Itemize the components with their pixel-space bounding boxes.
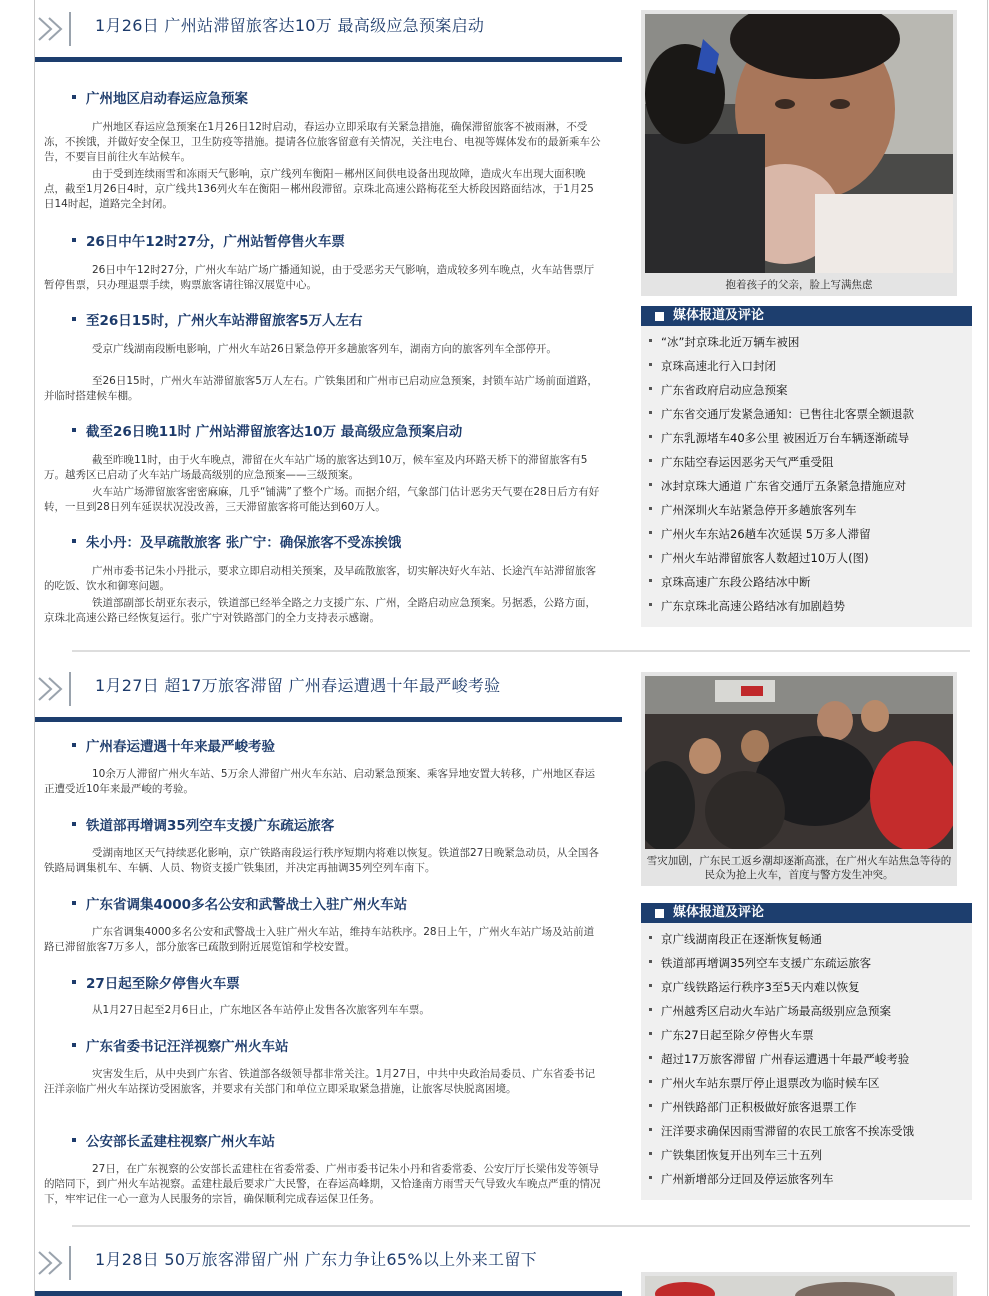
media-link[interactable]: 广东27日起至除夕停售火车票 — [649, 1023, 972, 1047]
media-link[interactable]: 京珠高速北行入口封闭 — [649, 354, 972, 378]
media-link[interactable]: 广州新增部分迂回及停运旅客列车 — [649, 1167, 972, 1191]
photo-caption: 雪灾加剧，广东民工返乡潮却逐渐高涨，在广州火车站焦急等待的民众为抢上火车，首度与警方发生冲突。 — [646, 855, 952, 881]
sub-heading[interactable]: 广东省调集4000多名公安和武警战士入驻广州火车站 — [72, 893, 407, 913]
sub-heading[interactable]: 公安部长孟建柱视察广州火车站 — [72, 1130, 275, 1150]
bullet-icon — [649, 1080, 652, 1083]
bullet-icon — [72, 822, 76, 826]
photo-caption: 抱着孩子的父亲，脸上写满焦虑 — [725, 279, 873, 291]
day-header — [35, 1234, 622, 1296]
photo-image — [645, 676, 953, 849]
bullet-icon — [649, 1032, 652, 1035]
bullet-icon — [649, 531, 652, 534]
bullet-icon — [649, 579, 652, 582]
arrow-icon — [37, 670, 73, 708]
sub-heading[interactable]: 铁道部再增调35列空车支援广东疏运旅客 — [72, 814, 334, 834]
sub-heading[interactable]: 27日起至除夕停售火车票 — [72, 972, 240, 992]
bullet-icon — [72, 95, 76, 99]
day-title[interactable]: 1月27日 超17万旅客滞留 广州春运遭遇十年最严峻考验 — [95, 676, 501, 695]
article-paragraph: 广州地区春运应急预案在1月26日12时启动，春运办立即采取有关紧急措施，确保滞留旅客不被雨淋，不受冻，不挨饿，并做好安全保卫，卫生防疫等措施。提请各位旅客留意有关情况，关注电台、电视等媒体发布的最新乘车公告，不要盲目前往火车站候车。 — [44, 121, 601, 163]
media-link[interactable]: 广铁集团恢复开出列车三十五列 — [649, 1143, 972, 1167]
bullet-icon — [649, 387, 652, 390]
media-link[interactable]: 京广线铁路运行秩序3至5天内难以恢复 — [649, 975, 972, 999]
bullet-icon — [72, 1043, 76, 1047]
media-coverage-box — [641, 306, 972, 627]
media-coverage-box — [641, 903, 972, 1200]
media-link[interactable]: 汪洋要求确保因雨雪滞留的农民工旅客不挨冻受饿 — [649, 1119, 972, 1143]
bullet-icon — [649, 339, 652, 342]
sub-heading[interactable]: 广东省委书记汪洋视察广州火车站 — [72, 1035, 289, 1055]
bullet-icon — [72, 980, 76, 984]
media-link[interactable]: 广东省交通厅发紧急通知：已售往北客票全额退款 — [649, 402, 972, 426]
section-divider — [72, 650, 970, 652]
media-link[interactable]: 京广线湖南段正在逐渐恢复畅通 — [649, 927, 972, 951]
bullet-icon — [649, 435, 652, 438]
sub-heading[interactable]: 26日中午12时27分，广州站暂停售火车票 — [72, 230, 345, 250]
arrow-icon — [37, 1244, 73, 1282]
bullet-icon — [72, 428, 76, 432]
header-bar — [35, 57, 622, 62]
article-paragraph: 27日，在广东视察的公安部长孟建柱在省委常委、广州市委书记朱小丹和省委常委、公安厅厅长梁伟发等领导的陪同下，到广州火车站视察。孟建柱最后要求广大民警，在春运高峰期，又恰逢南方雨雪天气导致火车晚点严重的情况下，牢牢记住一心一意为人民服务的宗旨，确保顺利完成春运保卫任务。 — [44, 1163, 601, 1205]
bullet-icon — [649, 936, 652, 939]
article-paragraph: 受湖南地区天气持续恶化影响，京广铁路南段运行秩序短期内将难以恢复。铁道部27日晚紧急动员，从全国各铁路局调集机车、车辆、人员、物资支援广铁集团，并决定再抽调35列空列车南下。 — [44, 847, 599, 874]
media-link-list — [641, 923, 972, 1191]
article-paragraph: 广州市委书记朱小丹批示，要求立即启动相关预案，及早疏散旅客，切实解决好火车站、长途汽车站滞留旅客的吃饭、饮水和御寒问题。 — [44, 565, 596, 592]
media-link[interactable]: 广州铁路部门正积极做好旅客退票工作 — [649, 1095, 972, 1119]
media-link[interactable]: 广东省政府启动应急预案 — [649, 378, 972, 402]
square-icon — [655, 312, 664, 321]
bullet-icon — [72, 238, 76, 242]
article-paragraph: 灾害发生后，从中央到广东省、铁道部各级领导都非常关注。1月27日，中共中央政治局委员、广东省委书记汪洋亲临广州火车站探访受困旅客，并要求有关部门和单位立即采取紧急措施，让旅客尽快脱离困境。 — [44, 1068, 596, 1095]
sub-heading[interactable]: 朱小丹：及早疏散旅客 张广宁：确保旅客不受冻挨饿 — [72, 531, 401, 551]
article-paragraph: 从1月27日起至2月6日止，广东地区各车站停止发售各次旅客列车车票。 — [92, 1004, 430, 1016]
bullet-icon — [649, 1104, 652, 1107]
bullet-icon — [649, 603, 652, 606]
bullet-icon — [649, 1056, 652, 1059]
media-link-list — [641, 326, 972, 618]
media-link[interactable]: 广东乳源堵车40多公里 被困近万台车辆逐渐疏导 — [649, 426, 972, 450]
section-divider — [72, 1225, 970, 1227]
media-header: 媒体报道及评论 — [641, 903, 972, 923]
media-link[interactable]: “冰”封京珠北近万辆车被困 — [649, 330, 972, 354]
bullet-icon — [649, 1152, 652, 1155]
media-link[interactable]: 超过17万旅客滞留 广州春运遭遇十年最严峻考验 — [649, 1047, 972, 1071]
bullet-icon — [72, 901, 76, 905]
bullet-icon — [649, 1008, 652, 1011]
article-paragraph: 火车站广场滞留旅客密密麻麻，几乎“铺满”了整个广场。而据介绍，气象部门估计恶劣天气要在28日后方有好转，一旦到28日列车延误状况没改善，三天滞留旅客将可能达到60万人。 — [44, 486, 600, 513]
bullet-icon — [649, 984, 652, 987]
bullet-icon — [649, 459, 652, 462]
crowd-clash-photo[interactable] — [645, 676, 953, 849]
sub-heading[interactable]: 至26日15时，广州火车站滞留旅客5万人左右 — [72, 309, 362, 329]
article-paragraph: 由于受到连续雨雪和冻雨天气影响，京广线列车衡阳－郴州区间供电设备出现故障，造成火车出现大面积晚点，截至1月26日4时，京广线共136列火车在衡阳－郴州段滞留。京珠北高速公路梅花至大桥段因路面结冰，于1月25日14时起，道路完全封闭。 — [44, 168, 594, 210]
media-header: 媒体报道及评论 — [641, 306, 972, 326]
media-link[interactable]: 广州火车东站26趟车次延误 5万多人滞留 — [649, 522, 972, 546]
article-paragraph: 至26日15时，广州火车站滞留旅客5万人左右。广铁集团和广州市已启动应急预案，封锁车站广场前面道路，并临时搭建候车棚。 — [44, 375, 598, 402]
media-link[interactable]: 广州火车站滞留旅客人数超过10万人(图) — [649, 546, 972, 570]
bullet-icon — [649, 1176, 652, 1179]
square-icon — [655, 909, 664, 918]
bullet-icon — [649, 363, 652, 366]
bullet-icon — [649, 483, 652, 486]
bullet-icon — [649, 507, 652, 510]
media-link[interactable]: 京珠高速广东段公路结冰中断 — [649, 570, 972, 594]
day-title[interactable]: 1月28日 50万旅客滞留广州 广东力争让65%以上外来工留下 — [95, 1250, 537, 1269]
bullet-icon — [649, 555, 652, 558]
bullet-icon — [72, 743, 76, 747]
media-link[interactable]: 广州越秀区启动火车站广场最高级别应急预案 — [649, 999, 972, 1023]
media-link[interactable]: 广东陆空春运因恶劣天气严重受阻 — [649, 450, 972, 474]
day-header — [35, 660, 622, 722]
article-paragraph: 受京广线湖南段断电影响，广州火车站26日紧急停开多趟旅客列车，湖南方向的旅客列车全部停开。 — [92, 343, 557, 355]
bullet-icon — [72, 317, 76, 321]
arrow-icon — [37, 10, 73, 48]
photo-image[interactable] — [645, 1276, 953, 1296]
article-paragraph: 广东省调集4000多名公安和武警战士入驻广州火车站，维持车站秩序。28日上午，广州火车站广场及站前道路已滞留旅客7万多人，部分旅客已疏散到附近展览馆和学校安置。 — [44, 926, 595, 953]
media-link[interactable]: 广州深圳火车站紧急停开多趟旅客列车 — [649, 498, 972, 522]
bullet-icon — [649, 1128, 652, 1131]
bullet-icon — [649, 960, 652, 963]
news-photo-card — [641, 10, 957, 296]
sub-heading[interactable]: 广州春运遭遇十年来最严峻考验 — [72, 735, 275, 755]
article-paragraph: 截至昨晚11时，由于火车晚点，滞留在火车站广场的旅客达到10万，候车室及内环路天桥下的滞留旅客有5万。越秀区已启动了火车站广场最高级别的应急预案——三级预案。 — [44, 454, 588, 481]
sub-heading[interactable]: 广州地区启动春运应急预案 — [72, 87, 248, 107]
bullet-icon — [72, 539, 76, 543]
header-bar — [35, 717, 622, 722]
media-link[interactable]: 广东京珠北高速公路结冰有加剧趋势 — [649, 594, 972, 618]
sub-heading[interactable]: 截至26日晚11时 广州站滞留旅客达10万 最高级应急预案启动 — [72, 420, 462, 440]
bullet-icon — [72, 1138, 76, 1142]
media-link[interactable]: 铁道部再增调35列空车支援广东疏运旅客 — [649, 951, 972, 975]
media-link[interactable]: 冰封京珠大通道 广东省交通厅五条紧急措施应对 — [649, 474, 972, 498]
media-link[interactable]: 广州火车站东票厅停止退票改为临时候车区 — [649, 1071, 972, 1095]
photo-image — [645, 14, 953, 273]
day-title[interactable]: 1月26日 广州站滞留旅客达10万 最高级应急预案启动 — [95, 16, 485, 35]
article-paragraph: 铁道部副部长胡亚东表示，铁道部已经举全路之力支援广东、广州，全路启动应急预案。另据悉，公路方面，京珠北高速公路已经恢复运行。张广宁对铁路部门的全力支持表示感谢。 — [44, 597, 596, 624]
article-paragraph: 26日中午12时27分，广州火车站广场广播通知说，由于受恶劣天气影响，造成较多列车晚点，火车站售票厅暂停售票，只办理退票手续，购票旅客请往锦汉展览中心。 — [44, 264, 595, 291]
day-header — [35, 0, 622, 62]
article-paragraph: 10余万人滞留广州火车站、5万余人滞留广州火车东站、启动紧急预案、乘客异地安置大转移，广州地区春运正遭受近10年来最严峻的考验。 — [44, 768, 596, 795]
bullet-icon — [649, 411, 652, 414]
father-with-baby-photo[interactable] — [645, 14, 953, 273]
header-bar — [35, 1291, 622, 1296]
news-photo-card — [641, 1272, 957, 1296]
news-photo-card — [641, 672, 957, 886]
